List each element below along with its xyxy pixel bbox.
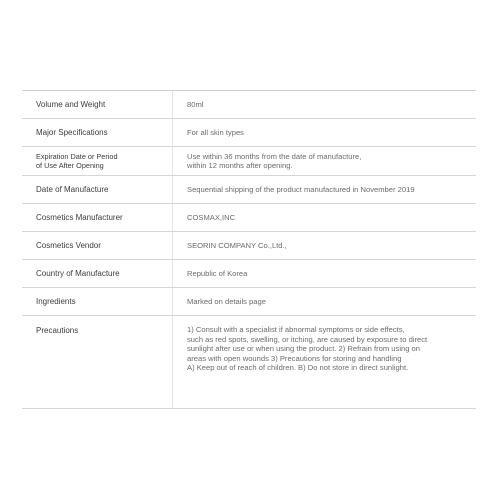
spec-value: 80ml	[187, 99, 204, 109]
spec-row-precautions	[22, 316, 476, 409]
spec-value: SEORIN COMPANY Co.,Ltd.,	[187, 240, 287, 250]
spec-value-line: Use within 36 months from the date of manufacture,	[187, 151, 362, 161]
spec-value	[173, 147, 476, 175]
spec-value-line: 1) Consult with a specialist if abnormal symptoms or side effects,	[187, 325, 405, 334]
spec-label: Cosmetics Vendor	[36, 241, 101, 250]
spec-row-expiration	[22, 147, 476, 176]
product-spec-table	[22, 90, 476, 409]
spec-row-manufacturer	[22, 204, 476, 232]
spec-label: Precautions	[36, 326, 79, 335]
spec-label-line: Expiration Date or Period	[36, 151, 118, 161]
spec-value-line: within 12 months after opening.	[187, 161, 293, 170]
spec-value: Republic of Korea	[187, 268, 248, 278]
spec-label: Date of Manufacture	[36, 185, 109, 194]
spec-label-line: of Use After Opening	[36, 161, 104, 170]
spec-value-line: areas with open wounds 3) Precautions for storing and handling	[187, 353, 402, 363]
spec-label: Major Specifications	[36, 128, 108, 137]
spec-value-line: such as red spots, swelling, or itching, are caused by exposure to direct	[187, 334, 428, 344]
spec-row-major-specifications	[22, 119, 476, 147]
spec-row-date-of-manufacture	[22, 176, 476, 204]
spec-value-line: A) Keep out of reach of children. B) Do not store in direct sunlight.	[187, 363, 409, 372]
spec-label: Country of Manufacture	[36, 269, 120, 278]
spec-value: COSMAX,INC	[187, 212, 236, 222]
spec-value-line: sunlight after use or when using the product. 2) Refrain from using on	[187, 344, 421, 353]
spec-label: Volume and Weight	[36, 100, 106, 109]
spec-label: Cosmetics Manufacturer	[36, 213, 123, 222]
spec-value: Marked on details page	[187, 296, 266, 306]
spec-value: For all skin types	[187, 127, 244, 137]
spec-row-ingredients	[22, 288, 476, 316]
spec-value: Sequential shipping of the product manufactured in November 2019	[187, 184, 415, 194]
spec-row-vendor	[22, 232, 476, 260]
spec-label	[22, 147, 172, 175]
spec-value	[173, 316, 476, 408]
spec-row-country	[22, 260, 476, 288]
spec-row-volume	[22, 91, 476, 119]
spec-label: Ingredients	[36, 297, 76, 306]
